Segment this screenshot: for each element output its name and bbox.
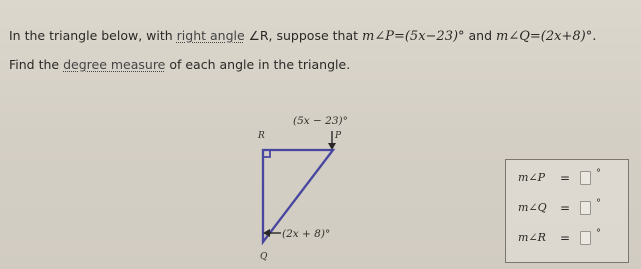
find-text-start: Find the: [9, 57, 64, 72]
find-text-end: of each angle in the triangle.: [165, 57, 351, 72]
prompt-text-angle-r: ∠R, suppose that: [244, 28, 362, 43]
answer-panel: [505, 159, 629, 263]
angle-q-degree-unit: °: [596, 198, 601, 209]
vertex-p-label: P: [335, 131, 342, 141]
angle-p-label: (5x − 23)°: [293, 115, 348, 127]
angle-r-input[interactable]: [580, 231, 591, 245]
right-angle-link[interactable]: right angle: [176, 28, 245, 43]
angle-q-label: (2x + 8)°: [282, 228, 331, 240]
angle-p-degree-unit: °: [596, 168, 601, 179]
problem-prompt-line-1: [9, 28, 596, 44]
answer-row-angle-p: [518, 167, 624, 188]
prompt-text-start: In the triangle below, with: [9, 28, 177, 43]
answer-row-angle-q: [518, 197, 624, 218]
degree-measure-link[interactable]: degree measure: [63, 57, 166, 72]
vertex-q-label: Q: [260, 252, 268, 262]
angle-r-degree-unit: °: [596, 228, 601, 239]
angle-q-expression: m∠Q=(2x+8)°.: [496, 29, 597, 44]
angle-r-answer-label: m∠R: [518, 231, 546, 244]
angle-r-equals: =: [560, 230, 571, 245]
angle-p-equals: =: [560, 170, 571, 185]
right-triangle-diagram: [248, 108, 373, 269]
angle-p-answer-label: m∠P: [518, 171, 546, 184]
vertex-r-label: R: [258, 131, 265, 141]
angle-q-answer-label: m∠Q: [518, 201, 547, 214]
angle-p-input[interactable]: [580, 171, 591, 185]
answer-row-angle-r: [518, 227, 624, 248]
problem-prompt-line-2: [9, 57, 350, 72]
angle-q-equals: =: [560, 200, 571, 215]
angle-q-input[interactable]: [580, 201, 591, 215]
prompt-text-and: and: [464, 28, 497, 43]
angle-p-expression: m∠P=(5x−23)°: [362, 29, 465, 44]
